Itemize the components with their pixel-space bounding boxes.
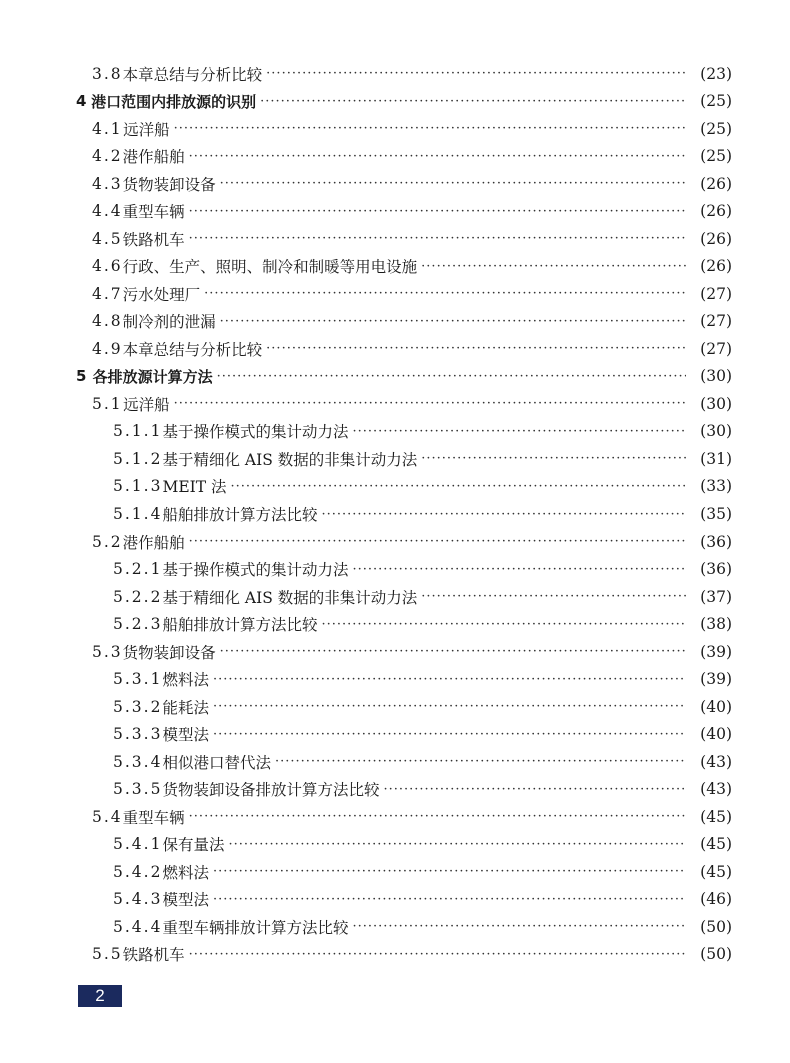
toc-entry-page: (23): [700, 64, 732, 83]
toc-entry-number: 4.9: [92, 339, 123, 358]
dot-leader: [266, 341, 686, 356]
toc-entry[interactable]: [76, 693, 732, 721]
toc-entry-title: 保有量法: [162, 836, 225, 855]
toc-entry-number: 5.3.1: [113, 670, 163, 689]
toc-entry-title: 港作船舶: [122, 533, 185, 552]
toc-entry[interactable]: [76, 610, 732, 638]
toc-entry-number: 5.4: [92, 807, 123, 826]
toc-entry-number: 4.1: [92, 119, 123, 138]
dot-leader: [189, 204, 686, 219]
toc-entry-title: 本章总结与分析比较: [122, 65, 263, 84]
toc-entry-page: (27): [700, 339, 732, 358]
toc-entry[interactable]: [76, 500, 732, 528]
dot-leader: [352, 919, 686, 934]
toc-entry-title: 基于操作模式的集计动力法: [162, 423, 349, 442]
toc-entry-number: 5.4.4: [113, 917, 163, 936]
toc-entry[interactable]: [76, 913, 732, 941]
toc-entry-page: (39): [700, 670, 732, 689]
toc-entry-title: 货物装卸设备排放计算方法比较: [162, 781, 380, 800]
dot-leader: [266, 66, 686, 81]
toc-entry-number: 5.3.5: [113, 780, 163, 799]
toc-entry-title: 制冷剂的泄漏: [122, 313, 216, 332]
dot-leader: [383, 782, 686, 797]
dot-leader: [228, 837, 686, 852]
toc-entry-number: 4.8: [92, 312, 123, 331]
toc-entry[interactable]: [76, 775, 732, 803]
toc-entry-title: 各排放源计算方法: [92, 367, 213, 386]
toc-entry-number: 5.1.2: [113, 449, 163, 468]
toc-entry-page: (27): [700, 284, 732, 303]
toc-entry-number: 5.1.4: [113, 505, 163, 523]
toc-entry[interactable]: [76, 528, 732, 556]
toc-entry-title: 基于精细化 AIS 数据的非集计动力法: [162, 588, 418, 607]
toc-entry[interactable]: [76, 390, 732, 418]
dot-leader: [220, 644, 686, 659]
dot-leader: [213, 672, 686, 687]
toc-entry-number: 5.3.3: [113, 725, 163, 744]
dot-leader: [189, 231, 686, 246]
toc-entry-number: 5.4.2: [113, 862, 163, 881]
toc-entry-number: 3.8: [92, 64, 123, 83]
toc-entry-page: (35): [700, 505, 732, 523]
toc-entry[interactable]: [76, 308, 732, 336]
toc-entry[interactable]: [76, 280, 732, 308]
toc-entry-number: 5.2.2: [113, 587, 163, 606]
toc-entry-number: 5.4.1: [113, 835, 163, 854]
toc-entry[interactable]: [76, 665, 732, 693]
toc-entry-number: 5.2.3: [113, 615, 163, 634]
toc-entry-page: (45): [700, 862, 732, 881]
toc-entry-title: 重型车辆: [122, 808, 185, 827]
dot-leader: [352, 562, 686, 577]
toc-entry-page: (27): [700, 312, 732, 331]
toc-entry-number: 5.2: [92, 532, 123, 551]
dot-leader: [213, 864, 686, 879]
toc-entry[interactable]: [76, 638, 732, 666]
dot-leader: [213, 727, 686, 742]
toc-entry[interactable]: [76, 115, 732, 143]
toc-entry-title: 能耗法: [162, 698, 209, 717]
dot-leader: [213, 699, 686, 714]
toc-entry-number: 5: [76, 367, 87, 386]
toc-entry-page: (31): [700, 449, 732, 468]
dot-leader: [220, 176, 686, 191]
toc-entry[interactable]: [76, 335, 732, 363]
toc-entry-page: (30): [700, 422, 732, 441]
toc-entry-number: 5.3: [92, 642, 123, 661]
toc-entry[interactable]: [76, 60, 732, 88]
dot-leader: [321, 617, 686, 632]
toc-entry-number: 5.4.3: [113, 890, 163, 909]
toc-entry-title: 重型车辆: [122, 203, 185, 222]
toc-entry-page: (36): [700, 560, 732, 579]
toc-entry[interactable]: [76, 941, 732, 969]
toc-entry-page: (30): [700, 394, 732, 413]
toc-entry-number: 5.3.4: [113, 752, 163, 771]
toc-entry-number: 4.5: [92, 229, 123, 248]
toc-entry-page: (36): [700, 532, 732, 551]
toc-entry[interactable]: [76, 88, 732, 116]
dot-leader: [204, 286, 686, 301]
toc-entry-page: (26): [700, 202, 732, 221]
toc-entry[interactable]: [76, 253, 732, 281]
toc-entry-page: (50): [700, 917, 732, 936]
toc-entry-number: 5.1: [92, 394, 123, 413]
table-of-contents: [76, 60, 732, 968]
toc-entry-title: 船舶排放计算方法比较: [162, 506, 318, 524]
toc-entry-page: (26): [700, 257, 732, 276]
toc-entry[interactable]: [76, 418, 732, 446]
toc-entry-title: 污水处理厂: [122, 285, 201, 304]
toc-entry-title: 模型法: [162, 726, 209, 745]
dot-leader: [321, 507, 686, 522]
toc-entry-page: (39): [700, 642, 732, 661]
toc-entry-title: 港作船舶: [122, 148, 185, 167]
toc-entry-title: 船舶排放计算方法比较: [162, 616, 318, 635]
toc-entry[interactable]: [76, 583, 732, 611]
toc-entry[interactable]: [76, 885, 732, 913]
toc-entry-title: 铁路机车: [122, 230, 185, 249]
toc-entry-title: 基于操作模式的集计动力法: [162, 561, 349, 580]
toc-entry-title: 模型法: [162, 891, 209, 910]
dot-leader: [231, 479, 686, 494]
toc-entry-page: (25): [700, 92, 732, 111]
toc-entry[interactable]: [76, 803, 732, 831]
toc-entry-page: (30): [700, 367, 732, 386]
toc-entry-title: 燃料法: [162, 863, 209, 882]
toc-entry-page: (40): [700, 725, 732, 744]
toc-entry-title: 货物装卸设备: [122, 175, 216, 194]
toc-entry-page: (37): [700, 587, 732, 606]
dot-leader: [421, 451, 686, 466]
dot-leader: [189, 947, 686, 962]
toc-entry-page: (43): [700, 780, 732, 799]
toc-entry[interactable]: [76, 555, 732, 583]
dot-leader: [352, 424, 686, 439]
toc-entry[interactable]: [76, 748, 732, 776]
dot-leader: [213, 892, 686, 907]
toc-entry-page: (26): [700, 229, 732, 248]
toc-entry-number: 5.1.1: [113, 422, 163, 441]
toc-entry-number: 4.4: [92, 202, 123, 221]
toc-entry[interactable]: [76, 830, 732, 858]
dot-leader: [220, 314, 686, 329]
toc-entry-title: 基于精细化 AIS 数据的非集计动力法: [162, 450, 418, 469]
dot-leader: [174, 396, 686, 411]
toc-entry-title: 行政、生产、照明、制冷和制暖等用电设施: [122, 258, 418, 277]
toc-entry-title: 相似港口替代法: [162, 753, 271, 772]
toc-entry-number: 5.5: [92, 945, 123, 964]
toc-entry-page: (40): [700, 697, 732, 716]
toc-entry-title: MEIT 法: [162, 478, 227, 497]
toc-entry-number: 4.3: [92, 174, 123, 193]
toc-entry-title: 铁路机车: [122, 946, 185, 965]
toc-entry-page: (50): [700, 945, 732, 964]
toc-entry-number: 5.3.2: [113, 697, 163, 716]
toc-entry-page: (26): [700, 174, 732, 193]
toc-entry-number: 4.6: [92, 257, 123, 276]
toc-entry-number: 4: [76, 92, 87, 111]
toc-entry-title: 远洋船: [123, 120, 170, 139]
toc-entry-title: 重型车辆排放计算方法比较: [162, 918, 349, 937]
dot-leader: [189, 534, 686, 549]
toc-entry-title: 燃料法: [162, 671, 209, 690]
toc-entry-page: (45): [700, 807, 732, 826]
toc-entry-page: (25): [700, 119, 732, 138]
toc-entry[interactable]: [76, 445, 732, 473]
toc-entry-page: (25): [700, 147, 732, 166]
toc-entry-title: 货物装卸设备: [122, 643, 216, 662]
toc-entry[interactable]: [76, 473, 732, 501]
toc-entry-number: 4.2: [92, 147, 123, 166]
toc-entry[interactable]: [76, 363, 732, 391]
toc-entry[interactable]: [76, 720, 732, 748]
toc-entry-number: 4.7: [92, 284, 123, 303]
toc-entry[interactable]: [76, 143, 732, 171]
toc-entry-number: 5.1.3: [113, 477, 163, 496]
dot-leader: [260, 94, 686, 109]
toc-entry-title: 远洋船: [123, 395, 170, 414]
toc-entry[interactable]: [76, 170, 732, 198]
dot-leader: [217, 369, 686, 384]
dot-leader: [174, 121, 686, 136]
toc-entry-page: (45): [700, 835, 732, 854]
page-number-badge: 2: [78, 985, 122, 1007]
toc-entry-page: (43): [700, 752, 732, 771]
toc-entry[interactable]: [76, 225, 732, 253]
dot-leader: [421, 259, 686, 274]
dot-leader: [189, 149, 686, 164]
toc-entry-page: (38): [700, 615, 732, 634]
toc-entry-title: 港口范围内排放源的识别: [91, 92, 257, 111]
toc-entry-title: 本章总结与分析比较: [122, 340, 263, 359]
dot-leader: [421, 589, 686, 604]
dot-leader: [275, 754, 686, 769]
toc-entry-page: (46): [700, 890, 732, 909]
toc-entry[interactable]: [76, 198, 732, 226]
toc-entry[interactable]: [76, 858, 732, 886]
toc-entry-page: (33): [700, 477, 732, 496]
toc-entry-number: 5.2.1: [113, 560, 163, 579]
dot-leader: [189, 809, 686, 824]
